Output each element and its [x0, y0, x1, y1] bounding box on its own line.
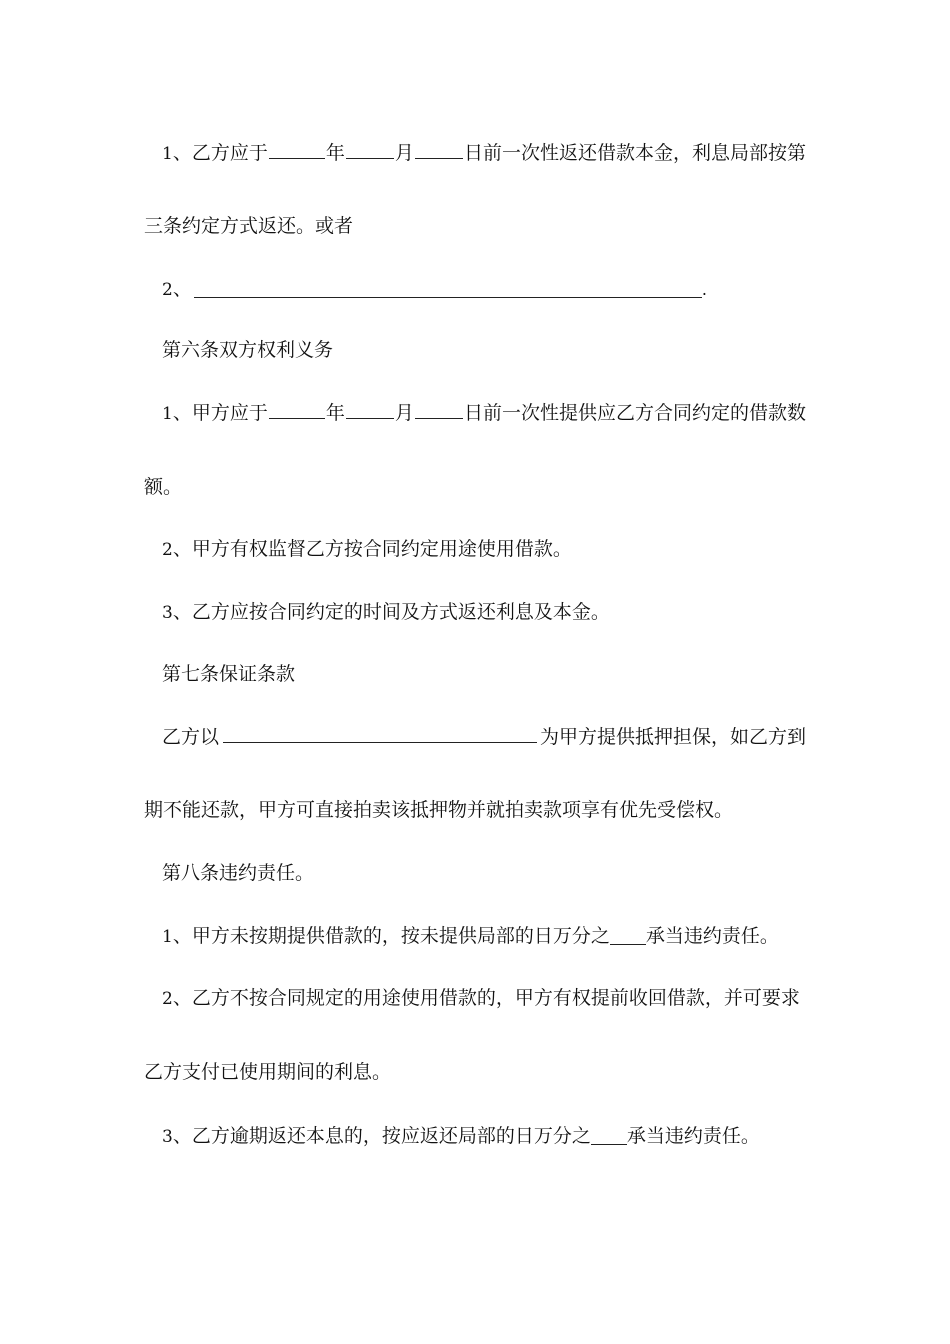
- clause-text: 、乙方应于: [172, 142, 268, 164]
- clause-8-3: [162, 1124, 806, 1149]
- year-label: 年: [325, 402, 345, 424]
- clause-end: .: [701, 280, 707, 299]
- clause-text: 、: [172, 278, 192, 300]
- clause-5-1-line-1: [162, 141, 806, 166]
- year-blank: [269, 417, 325, 419]
- clause-6-2: [162, 537, 806, 562]
- month-label: 月: [394, 402, 414, 424]
- clause-text: 、乙方不按合同规定的用途使用借款的，甲方有权提前收回借款，并可要求: [172, 987, 800, 1009]
- heading-article-6: 第六条双方权利义务: [162, 339, 334, 361]
- year-blank: [269, 157, 325, 159]
- clause-5-1-line-2: 三条约定方式返还。或者: [144, 215, 354, 237]
- clause-6-1-line-1: [162, 401, 806, 426]
- fill-blank: [194, 296, 702, 298]
- item-number: 2: [162, 989, 173, 1009]
- clause-7-line-1: [162, 725, 806, 749]
- item-number: 1: [162, 404, 173, 424]
- clause-8-2-line-1: [162, 986, 806, 1011]
- clause-text: 日前一次性提供应乙方合同约定的借款数: [463, 402, 806, 424]
- clause-text: 、甲方未按期提供借款的，按未提供局部的日万分之: [172, 925, 610, 947]
- heading-article-7: 第七条保证条款: [162, 663, 296, 685]
- year-label: 年: [325, 142, 345, 164]
- clause-text: 、甲方有权监督乙方按合同约定用途使用借款。: [172, 538, 572, 560]
- item-number: 3: [162, 1127, 173, 1147]
- clause-5-2: [162, 277, 806, 302]
- item-number: 1: [162, 927, 173, 947]
- clause-text: 、乙方应按合同约定的时间及方式返还利息及本金。: [172, 601, 610, 623]
- item-number: 3: [162, 603, 173, 623]
- collateral-blank: [223, 741, 537, 743]
- month-blank: [346, 157, 394, 159]
- rate-blank: [610, 943, 646, 945]
- clause-text: 、甲方应于: [172, 402, 268, 424]
- heading-article-8: 第八条违约责任。: [162, 862, 315, 884]
- month-label: 月: [394, 142, 414, 164]
- item-number: 1: [162, 144, 173, 164]
- clause-text: 、乙方逾期返还本息的，按应返还局部的日万分之: [172, 1125, 591, 1147]
- day-blank: [415, 417, 463, 419]
- clause-8-1: [162, 924, 806, 949]
- clause-6-1-line-2: 额。: [144, 476, 183, 498]
- clause-text: 承当违约责任。: [645, 925, 779, 947]
- item-number: 2: [162, 540, 173, 560]
- clause-6-3: [162, 600, 806, 625]
- clause-text: 为甲方提供抵押担保，如乙方到: [539, 726, 806, 748]
- clause-text: 乙方以: [162, 726, 220, 748]
- rate-blank: [591, 1143, 627, 1145]
- day-blank: [415, 157, 463, 159]
- clause-8-2-line-2: 乙方支付已使用期间的利息。: [144, 1061, 392, 1083]
- clause-text: 承当违约责任。: [626, 1125, 760, 1147]
- month-blank: [346, 417, 394, 419]
- item-number: 2: [162, 280, 173, 300]
- clause-text: 日前一次性返还借款本金，利息局部按第: [463, 142, 806, 164]
- clause-7-line-2: 期不能还款，甲方可直接拍卖该抵押物并就拍卖款项享有优先受偿权。: [144, 799, 734, 821]
